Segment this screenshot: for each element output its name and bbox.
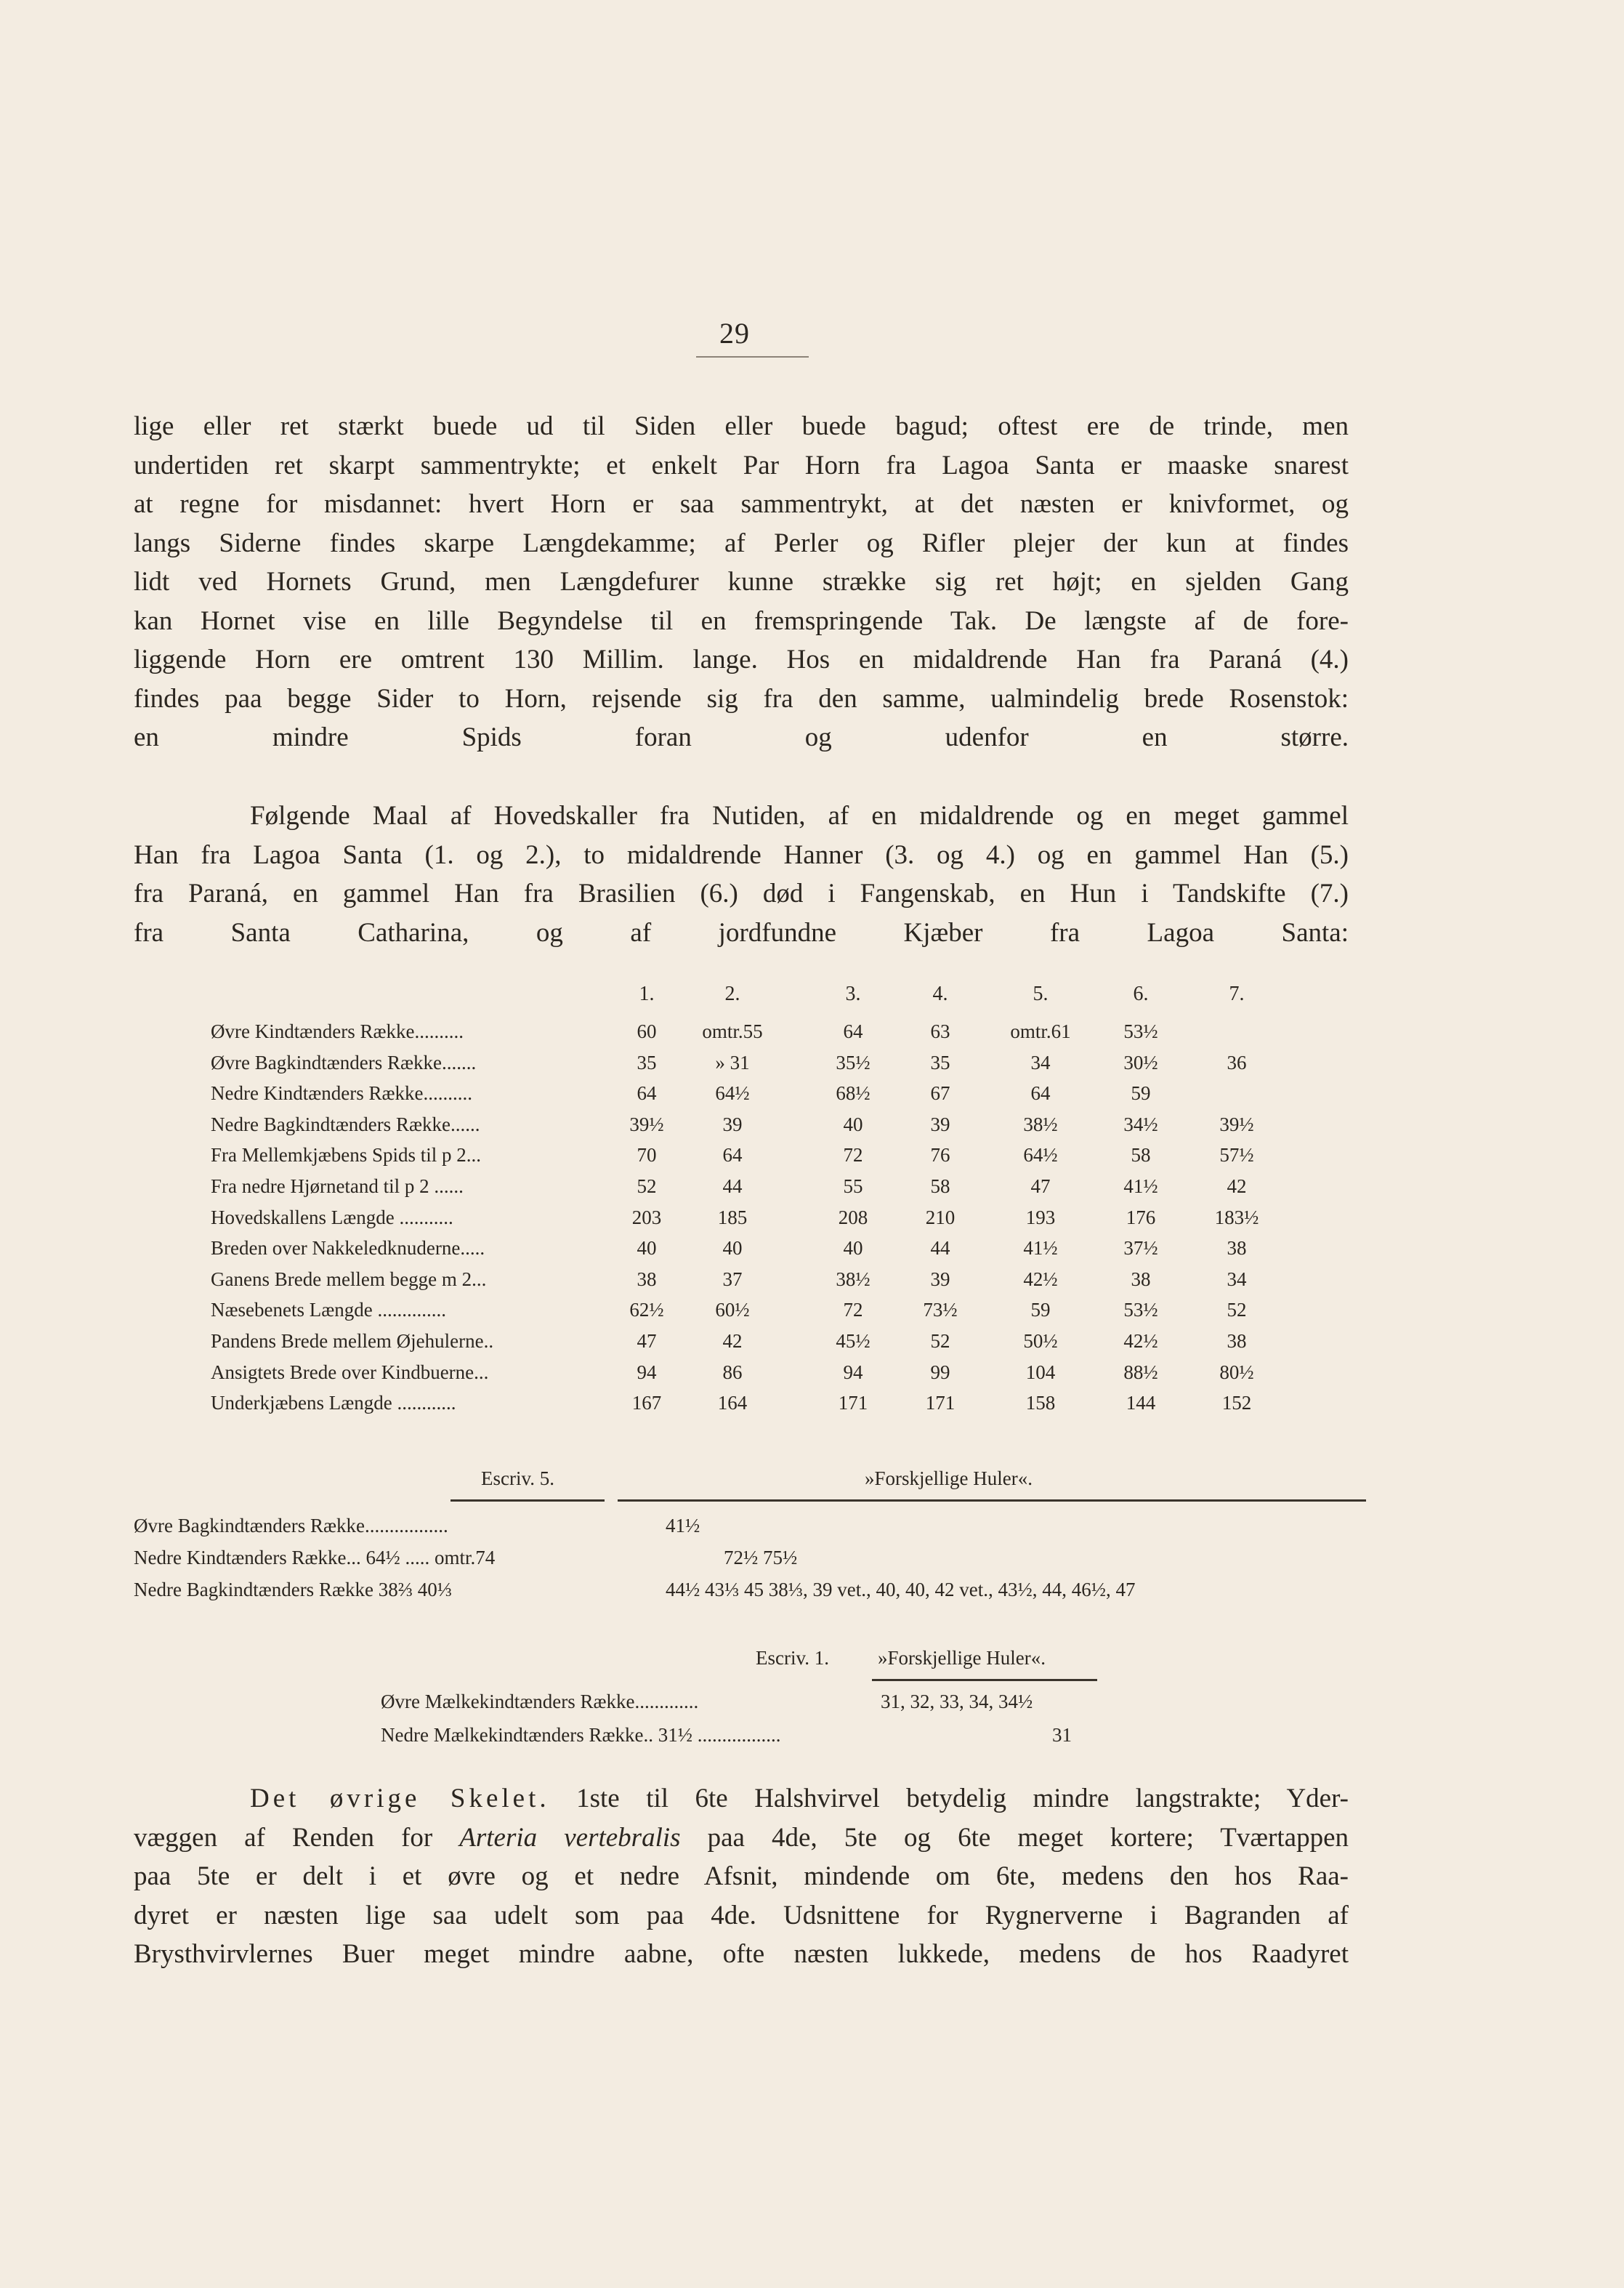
table2-brace-left bbox=[451, 1499, 605, 1502]
table2-brace-right bbox=[618, 1499, 1366, 1502]
table-cell: 38½ bbox=[836, 1268, 870, 1290]
table-cell: 210 bbox=[925, 1206, 956, 1228]
table-cell: 36 bbox=[1227, 1051, 1247, 1073]
table-cell: 64 bbox=[843, 1020, 863, 1042]
table-row bbox=[211, 1207, 1286, 1237]
table-row bbox=[211, 1020, 1286, 1051]
table-cell: 70 bbox=[637, 1144, 657, 1167]
table-cell: 94 bbox=[637, 1361, 657, 1383]
row-label: Nedre Kindtænders Række.......... bbox=[211, 1082, 472, 1105]
italic-term: Arteria vertebralis bbox=[459, 1822, 681, 1853]
text-line: lidt ved Hornets Grund, men Længdefurer kunne strække sig ret højt; en sjelden Gang bbox=[134, 567, 1349, 597]
table-cell: 53½ bbox=[1123, 1020, 1158, 1042]
table-cell: 34 bbox=[1227, 1268, 1247, 1290]
table-cell: 34 bbox=[1030, 1051, 1051, 1073]
table3-head-left: Escriv. 1. bbox=[756, 1647, 829, 1669]
table-cell: 50½ bbox=[1023, 1330, 1058, 1352]
table-cell: 42½ bbox=[1123, 1330, 1158, 1352]
table-cell: 35 bbox=[930, 1051, 950, 1073]
row-label: Fra Mellemkjæbens Spids til p 2... bbox=[211, 1144, 482, 1167]
table-cell: 158 bbox=[1025, 1392, 1056, 1414]
table-cell: 59 bbox=[1131, 1082, 1151, 1105]
table-cell: 80½ bbox=[1219, 1361, 1254, 1383]
text-line: undertiden ret skarpt sammentrykte; et enkelt Par Horn fra Lagoa Santa er maaske snarest bbox=[134, 450, 1349, 480]
table-cell: 67 bbox=[930, 1082, 950, 1105]
table-cell: 58 bbox=[1131, 1144, 1151, 1167]
table-cell: 38½ bbox=[1023, 1113, 1058, 1135]
text-line: en mindre Spids foran og udenfor en større. bbox=[134, 722, 1349, 752]
table-cell: 41½ bbox=[1023, 1237, 1058, 1260]
text-span: 1ste til 6te Halshvirvel betydelig mindre langstrakte; Yder- bbox=[549, 1784, 1349, 1813]
row-label: Ansigtets Brede over Kindbuerne... bbox=[211, 1361, 489, 1383]
table2-head-left: Escriv. 5. bbox=[481, 1467, 554, 1489]
text-line: langs Siderne findes skarpe Længdekamme; af Perler og Rifler plejer der kun at findes bbox=[134, 528, 1349, 558]
section-heading: Det øvrige Skelet. bbox=[250, 1784, 550, 1813]
table-cell: 63 bbox=[930, 1020, 950, 1042]
text-span: paa 4de, 5te og 6te meget kortere; Tværtappen bbox=[680, 1822, 1349, 1853]
text-line: Han fra Lagoa Santa (1. og 2.), to midaldrende Hanner (3. og 4.) og en gammel Han (5.) bbox=[134, 839, 1349, 870]
table-cell: 45½ bbox=[836, 1330, 870, 1352]
table3-row-1-values: 31, 32, 33, 34, 34½ bbox=[881, 1691, 1033, 1712]
table-cell: 53½ bbox=[1123, 1299, 1158, 1321]
table-cell: 99 bbox=[930, 1361, 950, 1383]
table-cell: 72 bbox=[843, 1299, 863, 1321]
table-cell: 38 bbox=[1227, 1330, 1247, 1352]
table-cell: 58 bbox=[930, 1175, 950, 1197]
table-cell: 62½ bbox=[629, 1299, 664, 1321]
table-cell: 52 bbox=[637, 1175, 657, 1197]
table-cell: 40 bbox=[637, 1237, 657, 1260]
table-row bbox=[211, 1113, 1286, 1144]
column-header: 5. bbox=[1033, 983, 1049, 1005]
table-cell: 68½ bbox=[836, 1082, 870, 1105]
table-cell: 64 bbox=[637, 1082, 657, 1105]
column-header: 2. bbox=[724, 983, 740, 1005]
page-number: 29 bbox=[719, 317, 750, 350]
table-row bbox=[211, 1361, 1286, 1392]
table-cell: 47 bbox=[637, 1330, 657, 1352]
table-cell: 37½ bbox=[1123, 1237, 1158, 1260]
table-header-row bbox=[211, 983, 1286, 1013]
table-cell: 42 bbox=[1227, 1175, 1247, 1197]
table-cell: 42½ bbox=[1023, 1268, 1058, 1290]
row-label: Underkjæbens Længde ............ bbox=[211, 1392, 456, 1414]
table-cell: 185 bbox=[717, 1206, 748, 1228]
table-cell: 73½ bbox=[923, 1299, 958, 1321]
table-cell: 144 bbox=[1126, 1392, 1156, 1414]
table-cell: » 31 bbox=[715, 1051, 750, 1073]
row-label: Hovedskallens Længde ........... bbox=[211, 1206, 453, 1228]
table-cell: 152 bbox=[1221, 1392, 1252, 1414]
text-line: at regne for misdannet: hvert Horn er saa sammentrykt, at det næsten er knivformet, og bbox=[134, 489, 1349, 519]
text-line: kan Hornet vise en lille Begyndelse til en fremspringende Tak. De længste af de fore- bbox=[134, 605, 1349, 636]
table-cell: 35 bbox=[637, 1051, 657, 1073]
table-cell: 38 bbox=[1227, 1237, 1247, 1260]
table-cell: 40 bbox=[843, 1113, 863, 1135]
table-cell: 176 bbox=[1126, 1206, 1156, 1228]
table-cell: 88½ bbox=[1123, 1361, 1158, 1383]
table-cell: 57½ bbox=[1219, 1144, 1254, 1167]
table-row bbox=[211, 1237, 1286, 1268]
row-label: Øvre Bagkindtænders Række....... bbox=[211, 1051, 477, 1073]
column-header: 3. bbox=[845, 983, 861, 1005]
text-span: væggen af Renden for bbox=[134, 1822, 460, 1853]
text-line: lige eller ret stærkt buede ud til Siden eller buede bagud; oftest ere de trinde, men bbox=[134, 411, 1349, 441]
text-line: findes paa begge Sider to Horn, rejsende sig fra den samme, ualmindelig brede Rosenstok: bbox=[134, 683, 1349, 714]
table-cell: 41½ bbox=[1123, 1175, 1158, 1197]
text-line: fra Paraná, en gammel Han fra Brasilien (6.) død i Fangenskab, en Hun i Tandskifte (7.) bbox=[134, 879, 1349, 909]
row-label: Pandens Brede mellem Øjehulerne.. bbox=[211, 1330, 494, 1352]
text-line: Brysthvirvlernes Buer meget mindre aabne, ofte næsten lukkede, medens de hos Raadyret bbox=[134, 1939, 1349, 1969]
text-line: fra Santa Catharina, og af jordfundne Kjæber fra Lagoa Santa: bbox=[134, 917, 1349, 948]
table-row bbox=[211, 1144, 1286, 1175]
table3-brace bbox=[872, 1679, 1097, 1681]
table-cell: 64½ bbox=[1023, 1144, 1058, 1167]
table-cell: omtr.55 bbox=[702, 1020, 763, 1042]
table-cell: 38 bbox=[1131, 1268, 1151, 1290]
table-cell: 86 bbox=[722, 1361, 743, 1383]
table-cell: 39½ bbox=[629, 1113, 664, 1135]
paragraph-1 bbox=[134, 407, 1349, 757]
column-header: 4. bbox=[932, 983, 948, 1005]
row-label: Fra nedre Hjørnetand til p 2 ...... bbox=[211, 1175, 464, 1197]
table-cell: 35½ bbox=[836, 1051, 870, 1073]
text-line: liggende Horn ere omtrent 130 Millim. lange. Hos en midaldrende Han fra Paraná (4.) bbox=[134, 645, 1349, 674]
table-cell: 40 bbox=[843, 1237, 863, 1260]
column-header: 1. bbox=[639, 983, 655, 1005]
column-header: 6. bbox=[1133, 983, 1149, 1005]
text-line bbox=[134, 1779, 1349, 1818]
table-row bbox=[211, 1175, 1286, 1206]
table3-row-2-label: Nedre Mælkekindtænders Række.. 31½ ................. bbox=[381, 1724, 781, 1746]
table-cell: 37 bbox=[722, 1268, 743, 1290]
table3-row-1-label: Øvre Mælkekindtænders Række............. bbox=[381, 1691, 699, 1712]
table-cell: 44 bbox=[930, 1237, 950, 1260]
table-cell: 104 bbox=[1025, 1361, 1056, 1383]
table2-row-1-label: Øvre Bagkindtænders Række................. bbox=[134, 1515, 448, 1536]
table-cell: 94 bbox=[843, 1361, 863, 1383]
table-row bbox=[211, 1299, 1286, 1329]
table-cell: 167 bbox=[631, 1392, 662, 1414]
table2-head-right: »Forskjellige Huler«. bbox=[865, 1467, 1033, 1489]
text-line bbox=[134, 1818, 1349, 1858]
table-row bbox=[211, 1392, 1286, 1422]
table-cell: 52 bbox=[1227, 1299, 1247, 1321]
table2-row-2-values: 72½ 75½ bbox=[724, 1547, 798, 1568]
text-line: paa 5te er delt i et øvre og et nedre Afsnit, mindende om 6te, medens den hos Raa- bbox=[134, 1861, 1349, 1891]
text-line: Følgende Maal af Hovedskaller fra Nutiden, af en midaldrende og en meget gammel bbox=[250, 801, 1349, 831]
table-cell: 60 bbox=[637, 1020, 657, 1042]
table-cell: 203 bbox=[631, 1206, 662, 1228]
table-row bbox=[211, 1330, 1286, 1361]
table-cell: 183½ bbox=[1214, 1206, 1259, 1228]
table-cell: 44 bbox=[722, 1175, 743, 1197]
table-cell: 42 bbox=[722, 1330, 743, 1352]
table-cell: 55 bbox=[843, 1175, 863, 1197]
table-cell: 34½ bbox=[1123, 1113, 1158, 1135]
table-cell: 171 bbox=[838, 1392, 868, 1414]
table3-row-2-values: 31 bbox=[1052, 1724, 1072, 1746]
table-cell: 52 bbox=[930, 1330, 950, 1352]
table-cell: 193 bbox=[1025, 1206, 1056, 1228]
table-cell: 64 bbox=[1030, 1082, 1051, 1105]
table-cell: 40 bbox=[722, 1237, 743, 1260]
table-cell: 208 bbox=[838, 1206, 868, 1228]
text-line: dyret er næsten lige saa udelt som paa 4de. Udsnittene for Rygnerverne i Bagranden af bbox=[134, 1900, 1349, 1930]
paragraph-2 bbox=[134, 797, 1349, 952]
paragraph-3 bbox=[134, 1779, 1349, 1974]
table-cell: 47 bbox=[1030, 1175, 1051, 1197]
table-row bbox=[211, 1082, 1286, 1113]
page-number-rule bbox=[696, 356, 809, 358]
table-cell: 64½ bbox=[715, 1082, 750, 1105]
table-cell: 39 bbox=[930, 1113, 950, 1135]
row-label: Ganens Brede mellem begge m 2... bbox=[211, 1268, 487, 1290]
table-cell: 39 bbox=[722, 1113, 743, 1135]
table-cell: 30½ bbox=[1123, 1051, 1158, 1073]
table-cell: 38 bbox=[637, 1268, 657, 1290]
table-cell: 171 bbox=[925, 1392, 956, 1414]
row-label: Breden over Nakkeledknuderne..... bbox=[211, 1237, 485, 1260]
table2-row-3-values: 44½ 43⅓ 45 38⅓, 39 vet., 40, 40, 42 vet., 43½, 44, 46½, 47 bbox=[666, 1579, 1136, 1600]
table3-head-right: »Forskjellige Huler«. bbox=[878, 1647, 1046, 1669]
table-cell: 39½ bbox=[1219, 1113, 1254, 1135]
table2-row-1-values: 41½ bbox=[666, 1515, 700, 1536]
table2-row-2-label: Nedre Kindtænders Række... 64½ ..... omtr.74 bbox=[134, 1547, 496, 1568]
table-row bbox=[211, 1052, 1286, 1082]
table-cell: 59 bbox=[1030, 1299, 1051, 1321]
table-cell: omtr.61 bbox=[1010, 1020, 1071, 1042]
table-cell: 60½ bbox=[715, 1299, 750, 1321]
table-row bbox=[211, 1268, 1286, 1299]
table-cell: 76 bbox=[930, 1144, 950, 1167]
row-label: Nedre Bagkindtænders Række...... bbox=[211, 1113, 480, 1135]
row-label: Næsebenets Længde .............. bbox=[211, 1299, 446, 1321]
table-cell: 164 bbox=[717, 1392, 748, 1414]
row-label: Øvre Kindtænders Række.......... bbox=[211, 1020, 464, 1042]
table-cell: 72 bbox=[843, 1144, 863, 1167]
table-cell: 64 bbox=[722, 1144, 743, 1167]
table2-row-3-label: Nedre Bagkindtænders Række 38⅔ 40⅓ bbox=[134, 1579, 452, 1600]
table-cell: 39 bbox=[930, 1268, 950, 1290]
column-header: 7. bbox=[1229, 983, 1245, 1005]
